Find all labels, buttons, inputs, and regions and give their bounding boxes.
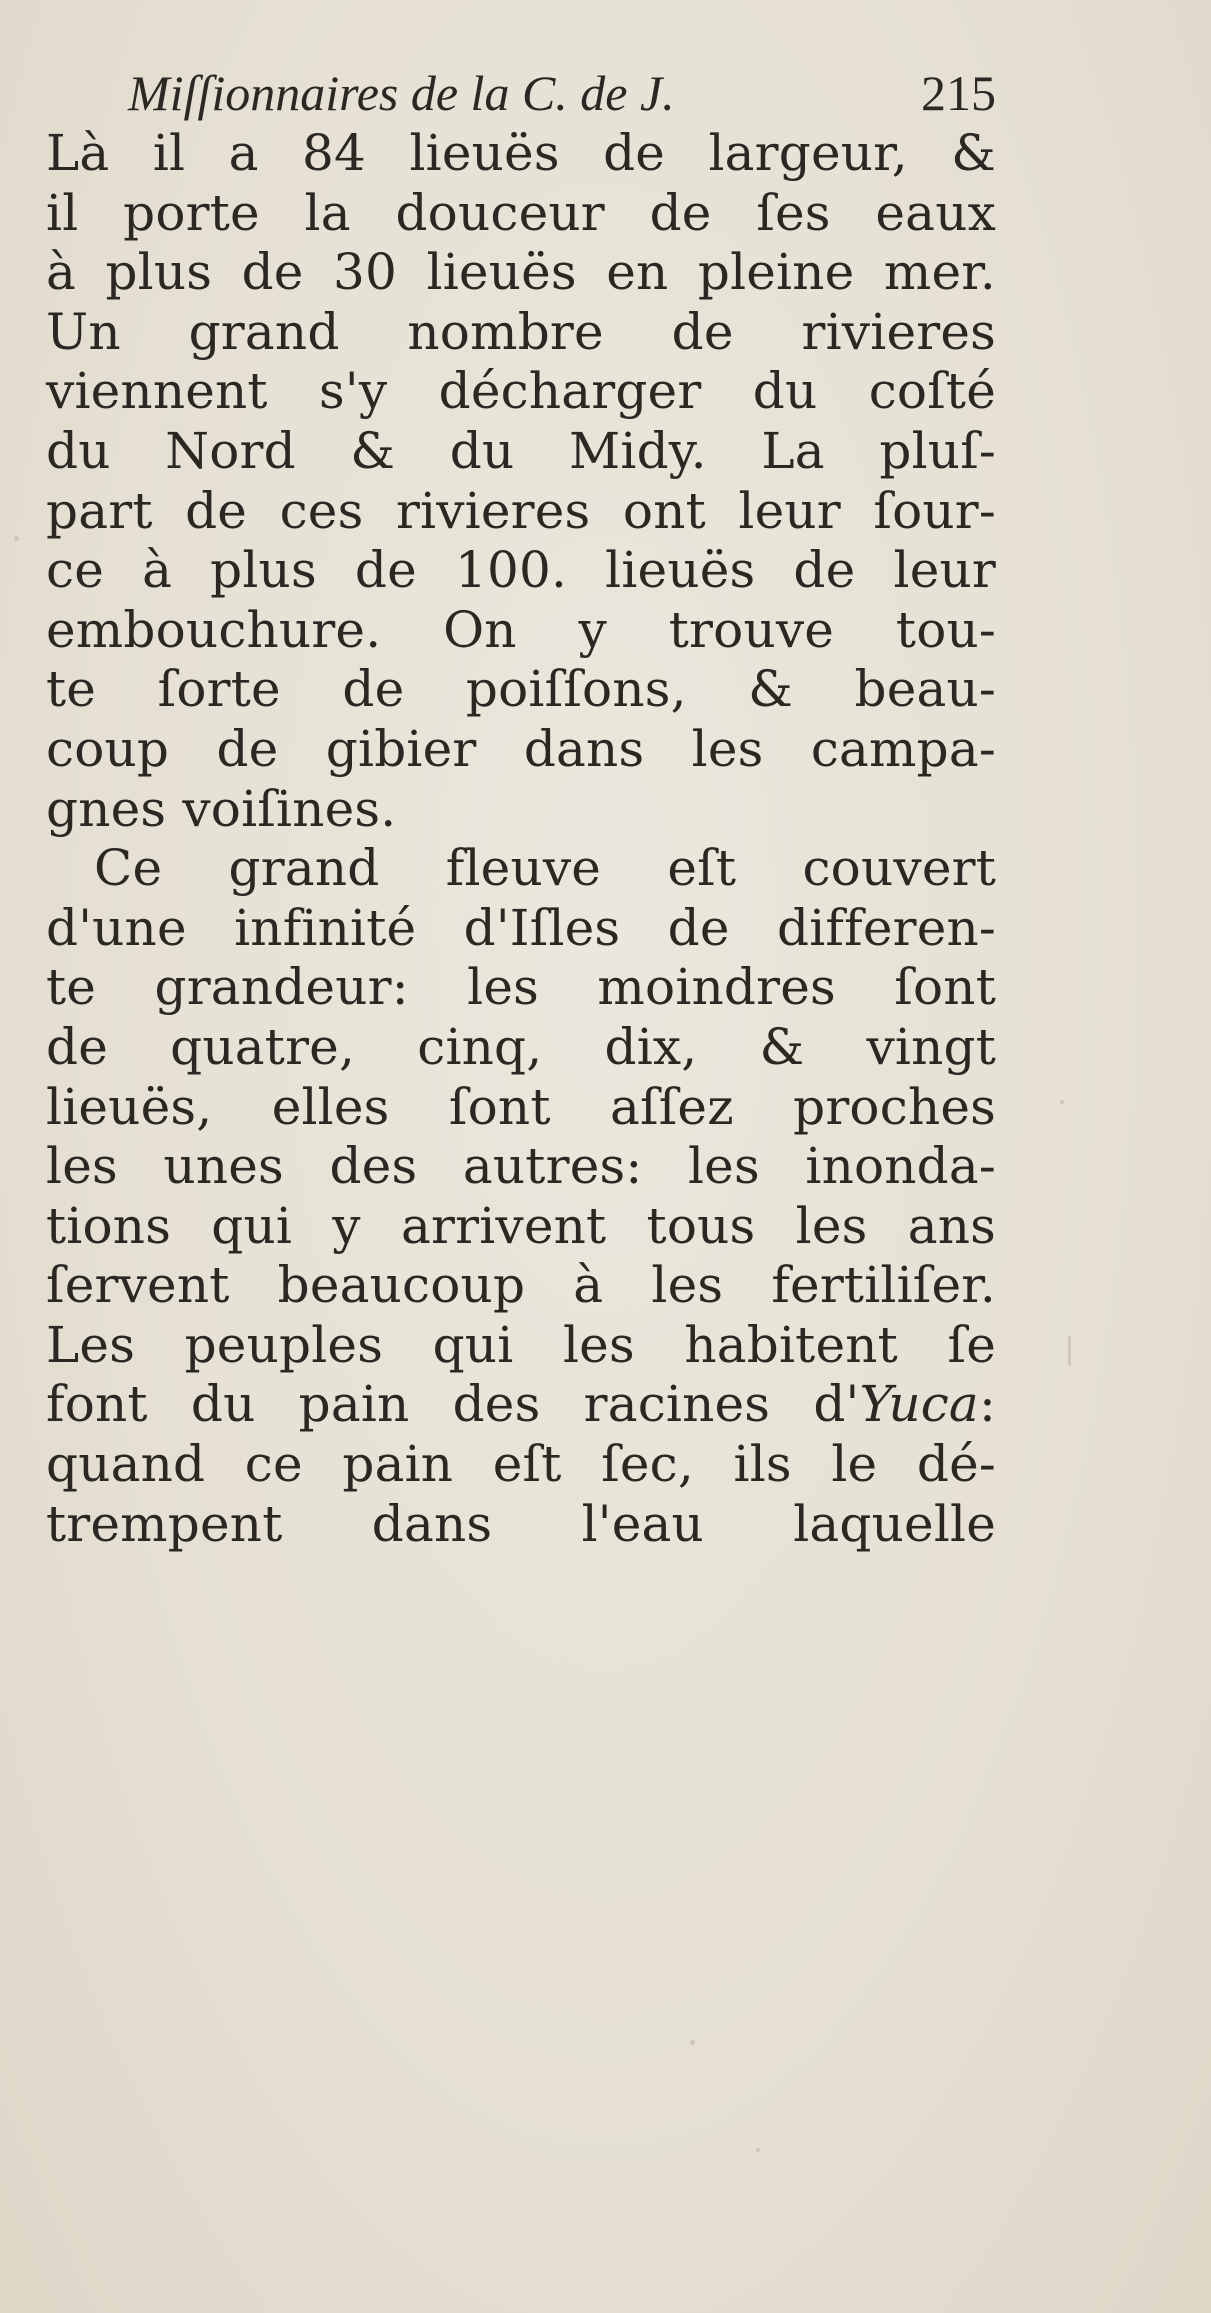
paper-speck	[756, 2148, 760, 2152]
text-line: Les peuples qui les habitent ſe	[46, 1315, 996, 1374]
text-line: quand ce pain eſt ſec, ils le dé-	[46, 1435, 996, 1494]
paper-speck	[1068, 1336, 1071, 1366]
text-line: te grandeur: les moindres ſont	[46, 958, 996, 1017]
page-number: 215	[921, 65, 996, 121]
text-segment: font du pain des racines d'	[46, 1375, 860, 1434]
text-line: il porte la douceur de ſes eaux	[46, 183, 996, 242]
text-line: tions qui y arrivent tous les ans	[46, 1196, 996, 1255]
text-line: ſervent beaucoup à les fertiliſer.	[46, 1256, 996, 1315]
text-line: viennent s'y décharger du coſté	[46, 362, 996, 421]
paper-speck	[690, 2040, 695, 2045]
text-line: embouchure. On y trouve tou-	[46, 600, 996, 659]
paper-speck	[14, 536, 19, 541]
text-line: lieuës, elles ſont aſſez proches	[46, 1077, 996, 1136]
text-line: Là il a 84 lieuës de largeur, &	[46, 124, 996, 182]
text-line: te ſorte de poiſſons, & beau-	[46, 660, 996, 719]
page-text	[46, 62, 996, 1554]
text-line: gnes voiſines.	[46, 779, 397, 838]
text-line: Un grand nombre de rivieres	[46, 302, 996, 361]
text-line: de quatre, cinq, dix, & vingt	[46, 1017, 996, 1076]
text-line: trempent dans l'eau laquelle	[46, 1494, 996, 1553]
paragraph-first-line: Ce grand fleuve eſt couvert	[94, 839, 996, 898]
text-line: coup de gibier dans les campa-	[46, 719, 996, 778]
text-line: ce à plus de 100. lieuës de leur	[46, 541, 996, 600]
text-line: les unes des autres: les inonda-	[46, 1137, 996, 1196]
text-line: à plus de 30 lieuës en pleine mer.	[46, 243, 996, 302]
italic-term: Yuca	[859, 1375, 979, 1434]
text-segment: :	[978, 1375, 996, 1434]
paper-speck	[1060, 1100, 1064, 1104]
running-head	[46, 62, 996, 124]
text-line-with-italic	[46, 1375, 996, 1435]
running-head-title: Miſſionnaires de la C. de J.	[128, 65, 675, 121]
text-line: d'une infinité d'Iſles de differen-	[46, 898, 996, 957]
text-line: part de ces rivieres ont leur ſour-	[46, 481, 996, 540]
text-line: du Nord & du Midy. La pluſ-	[46, 421, 996, 480]
